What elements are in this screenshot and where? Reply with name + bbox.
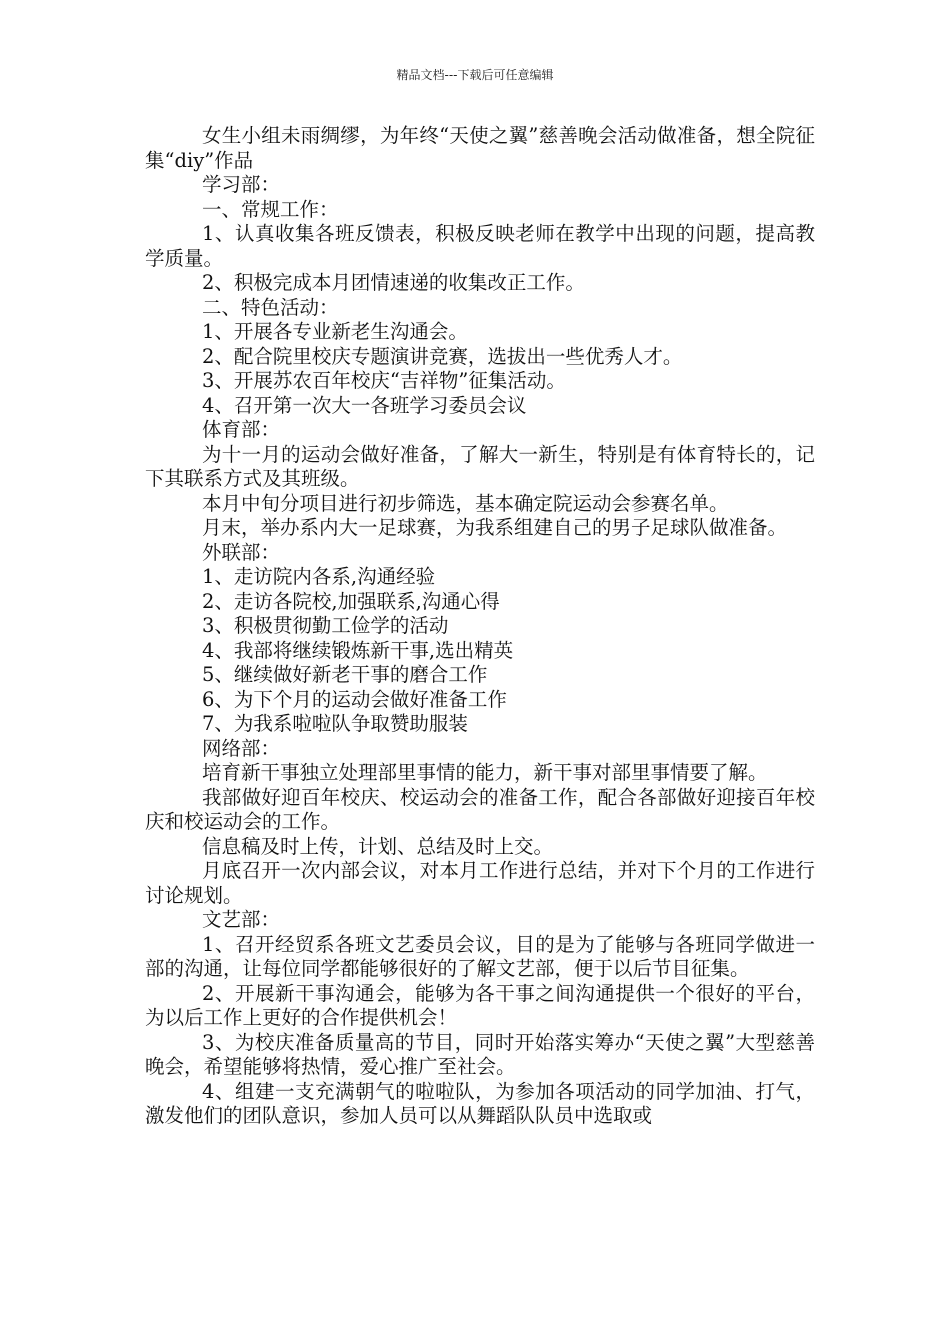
list-item: 1、开展各专业新老生沟通会。	[202, 320, 468, 343]
paragraph: 培育新干事独立处理部里事情的能力，新干事对部里事情要了解。	[202, 761, 768, 784]
paragraph: 4、组建一支充满朝气的啦啦队，为参加各项活动的同学加油、打气，激发他们的团队意识，参加人员可以从舞蹈队队员中选取或	[145, 1079, 815, 1127]
page-header: 精品文档---下载后可任意编辑	[396, 68, 554, 82]
paragraph: 月底召开一次内部会议，对本月工作进行总结，并对下个月的工作进行讨论规划。	[145, 859, 815, 907]
paragraph: 3、为校庆准备质量高的节目，同时开始落实筹办“天使之翼”大型慈善晚会，希望能够将热情，爱心推广至社会。	[145, 1030, 815, 1078]
paragraph: 信息稿及时上传，计划、总结及时上交。	[202, 834, 554, 858]
paragraph: 2、开展新干事沟通会，能够为各干事之间沟通提供一个很好的平台，为以后工作上更好的合作提供机会！	[145, 981, 815, 1029]
list-item: 4、召开第一次大一各班学习委员会议	[202, 393, 527, 417]
sub-heading: 一、常规工作：	[202, 197, 339, 221]
list-item: 1、走访院内各系,沟通经验	[202, 565, 436, 588]
paragraph: 为十一月的运动会做好准备，了解大一新生，特别是有体育特长的，记下其联系方式及其班级。	[145, 442, 815, 490]
section-heading: 网络部：	[202, 736, 281, 760]
section-heading: 外联部：	[202, 540, 281, 564]
list-item: 2、走访各院校,加强联系,沟通心得	[202, 589, 500, 613]
paragraph: 我部做好迎百年校庆、校运动会的准备工作，配合各部做好迎接百年校庆和校运动会的工作。	[145, 785, 815, 833]
sub-heading: 二、特色活动：	[202, 295, 339, 319]
list-item: 4、我部将继续锻炼新干事,选出精英	[202, 638, 514, 662]
document-body	[145, 124, 815, 1129]
list-item: 3、开展苏农百年校庆“吉祥物”征集活动。	[202, 369, 566, 392]
paragraph: 女生小组未雨绸缪，为年终“天使之翼”慈善晚会活动做准备，想全院征集“diy”作品	[145, 124, 815, 172]
section-heading: 文艺部：	[202, 908, 281, 931]
list-item: 5、继续做好新老干事的磨合工作	[202, 663, 488, 686]
list-item: 3、积极贯彻勤工俭学的活动	[202, 614, 449, 637]
paragraph: 1、召开经贸系各班文艺委员会议，目的是为了能够与各班同学做进一部的沟通，让每位同学都能够很好的了解文艺部，便于以后节目征集。	[145, 932, 815, 980]
paragraph: 2、积极完成本月团情速递的收集改正工作。	[202, 271, 585, 294]
section-heading: 学习部：	[202, 173, 281, 196]
paragraph: 月末，举办系内大一足球赛，为我系组建自己的男子足球队做准备。	[202, 516, 788, 539]
paragraph: 1、认真收集各班反馈表，积极反映老师在教学中出现的问题，提高教学质量。	[145, 222, 815, 270]
paragraph: 本月中旬分项目进行初步筛选，基本确定院运动会参赛名单。	[202, 491, 729, 515]
section-heading: 体育部：	[202, 418, 281, 441]
list-item: 6、为下个月的运动会做好准备工作	[202, 687, 507, 711]
list-item: 2、配合院里校庆专题演讲竞赛，选拔出一些优秀人才。	[202, 344, 683, 368]
list-item: 7、为我系啦啦队争取赞助服装	[202, 712, 468, 735]
